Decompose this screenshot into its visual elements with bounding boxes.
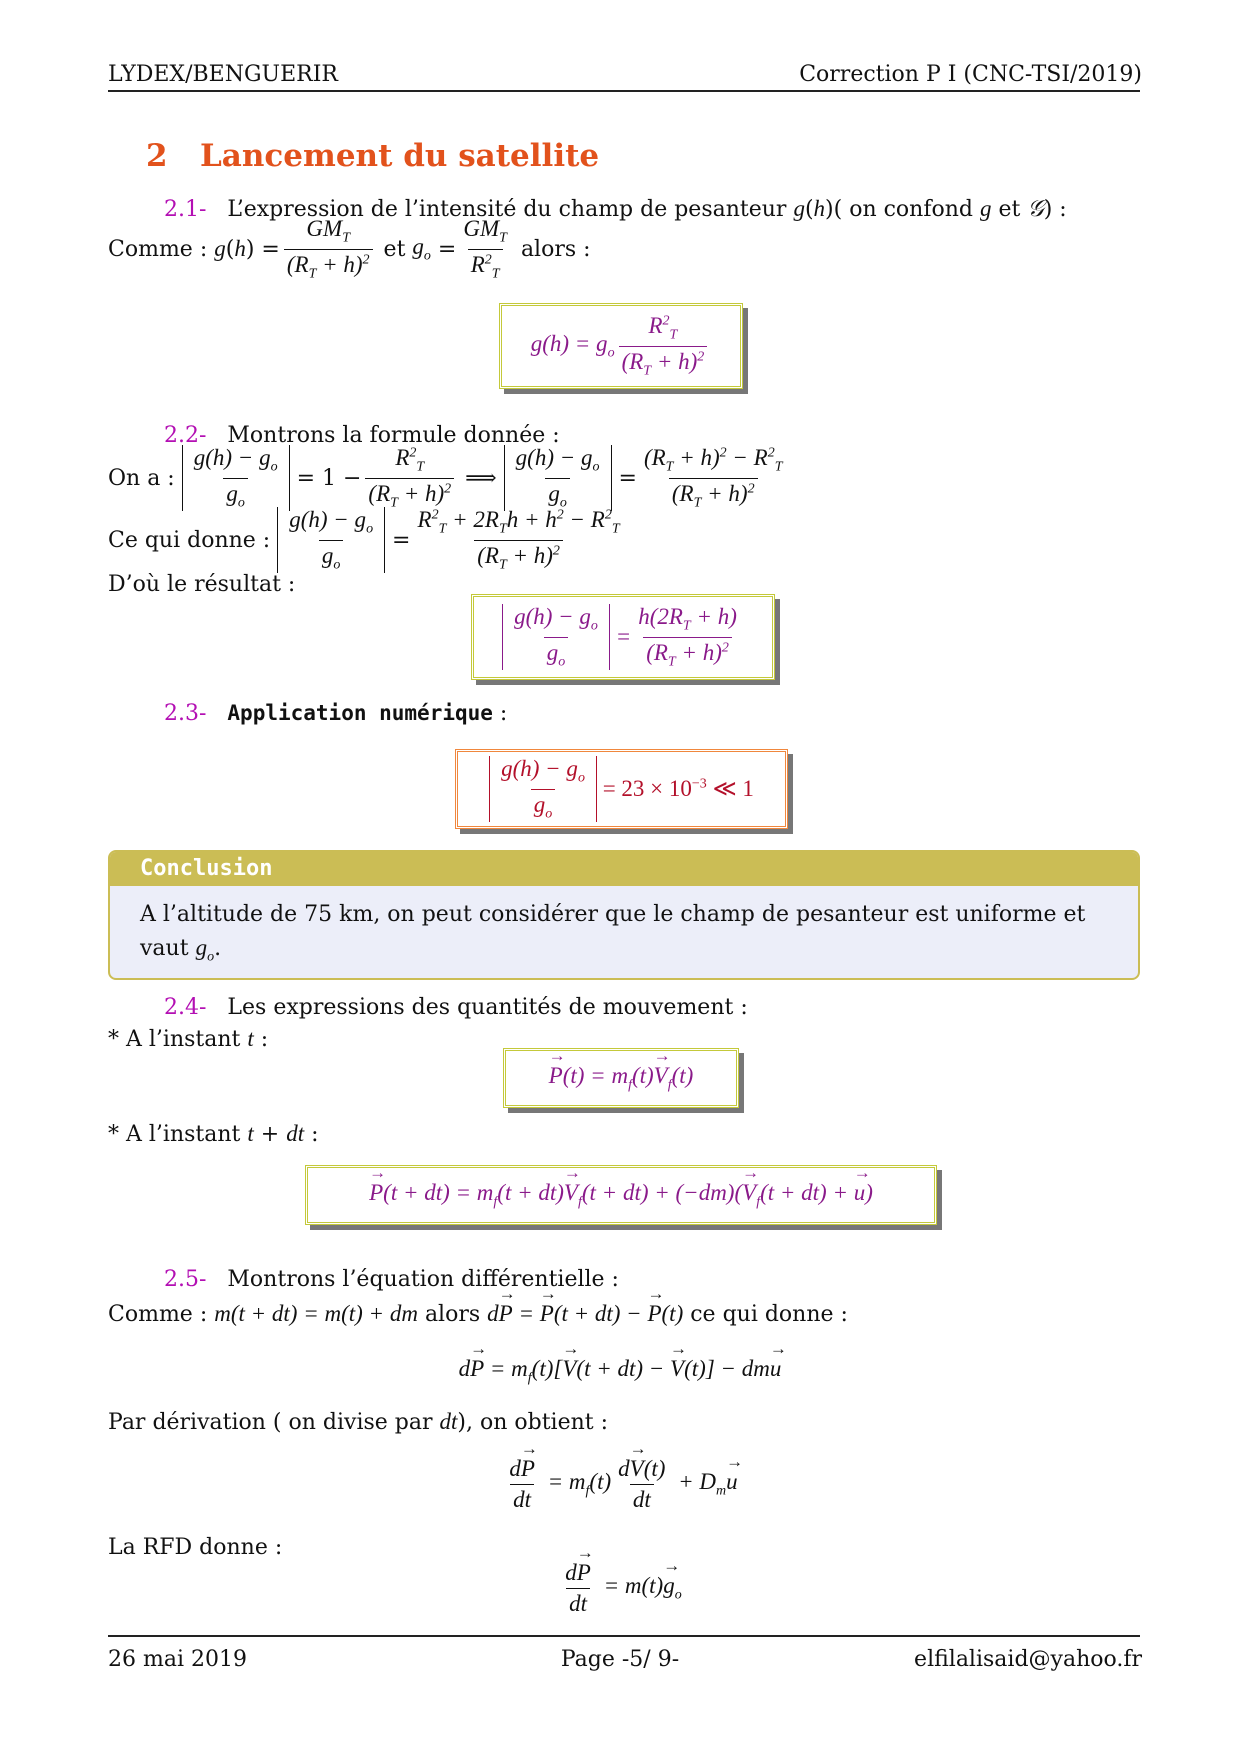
q21-text: L’expression de l’intensité du champ de pesanteur — [227, 197, 787, 222]
q22-cequidonne: Ce qui donne : — [108, 527, 271, 553]
q23-number: 2.3- — [164, 701, 207, 726]
q21-et: et — [383, 236, 406, 262]
q24-instant1: * A l’instant — [108, 1027, 241, 1052]
q23-result-box: $\frac{g(h) - g_o}{g_o}$ = $23 \times 10^{-3}$ ≪ 1 — [455, 749, 788, 829]
conclusion-text: A l’altitude de 75 km, on peut considérer que le champ de pesanteur est uniforme et vaut — [140, 902, 1086, 961]
q23-heading — [164, 701, 507, 726]
q24-heading — [164, 995, 748, 1020]
q25-number: 2.5- — [164, 1267, 207, 1292]
q22-text: Montrons la formule donnée : — [227, 423, 560, 448]
q22-line2: Ce qui donne : $\frac{g(h) - g_o}{g_o}$ = $\frac{R^2_T + 2R_Th + h^2 - R^2_T}{(R_T + h)^2}$ — [108, 506, 620, 573]
q24-instant2: * A l’instant — [108, 1122, 241, 1147]
footer-date: 26 mai 2019 — [108, 1647, 247, 1672]
q25-eq2: $\frac{d\to P}{dt}$ = $m_f(t)$ $\frac{d\to V(t)}{dt}$ + $D_m\to u$ — [0, 1456, 1240, 1513]
q22-ona: On a : — [108, 465, 175, 491]
section-number: 2 — [146, 138, 168, 174]
q21-alors: alors : — [520, 236, 591, 262]
q24-instant1-line: * A l’instant t : — [108, 1026, 269, 1052]
q21-comme: Comme : — [108, 236, 208, 262]
q24-result-box-2: → $P(t + dt) = m_f(t + dt)\to V_f(t + dt) + (-dm)(\to V_f(t + dt)$ + → u) — [305, 1165, 937, 1225]
q24-instant2-line: * A l’instant t + dt : — [108, 1121, 319, 1147]
q22-line1: On a : $\frac{g(h) - g_o}{g_o}$ = 1 − $\frac{R^2_T}{(R_T + h)^2}$ ⟹ $\frac{g(h) - g_o}{g_o}$ = $\frac{(R_T + h)^2 - R^2_T}{(R_T + h)^2}$ — [108, 444, 783, 511]
q21-number: 2.1- — [164, 197, 207, 222]
section-title-text: Lancement du satellite — [200, 138, 600, 174]
q25-eq3: $\frac{d\to P}{dt}$ = $m(t)\to g_o$ — [0, 1560, 1240, 1617]
section-title — [146, 138, 599, 174]
footer-email: elfilalisaid@yahoo.fr — [914, 1647, 1142, 1672]
q23-colon: : — [499, 701, 508, 726]
q21-heading: 2.1- L’expression de l’intensité du champ de pesanteur g(h)( on confond g et 𝒢) : — [164, 196, 1067, 222]
conclusion-title: Conclusion — [110, 852, 1138, 886]
q24-text: Les expressions des quantités de mouvement : — [227, 995, 748, 1020]
q23-text: Application numérique — [227, 701, 493, 725]
q23-exponent: −3 — [691, 776, 707, 792]
footer-rule — [108, 1635, 1140, 1637]
q21-formula: Comme : g ( h ) = $\frac{GM_T}{(R_T + h)^2}$ et $g_o$ = $\frac{GM_T}{R^2_T}$ alors : — [108, 215, 591, 282]
footer-page: Page -5/ 9- — [560, 1647, 680, 1672]
q25-rfd: La RFD donne : — [108, 1535, 283, 1560]
q23-value: 23 × 10 — [621, 776, 692, 801]
q24-result-box-1: → $P(t) = m_f(t)\to V_f(t)$ — [503, 1048, 739, 1108]
q22-result-box: $\frac{g(h) - g_o}{g_o}$ = $\frac{h(2R_T + h)}{(R_T + h)^2}$ — [471, 594, 775, 680]
header-left: LYDEX/BENGUERIR — [108, 62, 338, 87]
q23-tail: ≪ 1 — [712, 776, 754, 801]
q25-derivation: Par dérivation ( on divise par — [108, 1410, 433, 1435]
q25-derivation-line: Par dérivation ( on divise par dt), on obtient : — [108, 1409, 609, 1435]
q21-result-box: $g(h) = g_o$ $\frac{R^2_T}{(R_T + h)^2}$ — [499, 303, 743, 389]
q25-comme: Comme : — [108, 1302, 208, 1327]
q25-text: Montrons l’équation différentielle : — [227, 1267, 619, 1292]
q22-number: 2.2- — [164, 423, 207, 448]
q25-alors: alors — [424, 1302, 481, 1327]
conclusion-body: A l’altitude de 75 km, on peut considérer que le champ de pesanteur est uniforme et vaut $g_o$. — [140, 902, 1086, 965]
q25-cequidonne: ce qui donne : — [690, 1302, 848, 1327]
conclusion-box — [108, 850, 1140, 980]
q24-number: 2.4- — [164, 995, 207, 1020]
q25-eq1: $d\to P = m_f(t)[\to V(t + dt)$ − → V(t)] − dm→ u — [0, 1356, 1240, 1387]
header-rule — [108, 90, 1140, 92]
q25-obtient: ), on obtient : — [457, 1410, 609, 1435]
header-right: Correction P I (CNC-TSI/2019) — [799, 62, 1142, 87]
q25-line1: Comme : m(t + dt) = m(t) + dm alors d→ P = → P(t + dt) − → P(t) ce qui donne : — [108, 1301, 848, 1327]
q22-dou: D’où le résultat : — [108, 572, 296, 597]
